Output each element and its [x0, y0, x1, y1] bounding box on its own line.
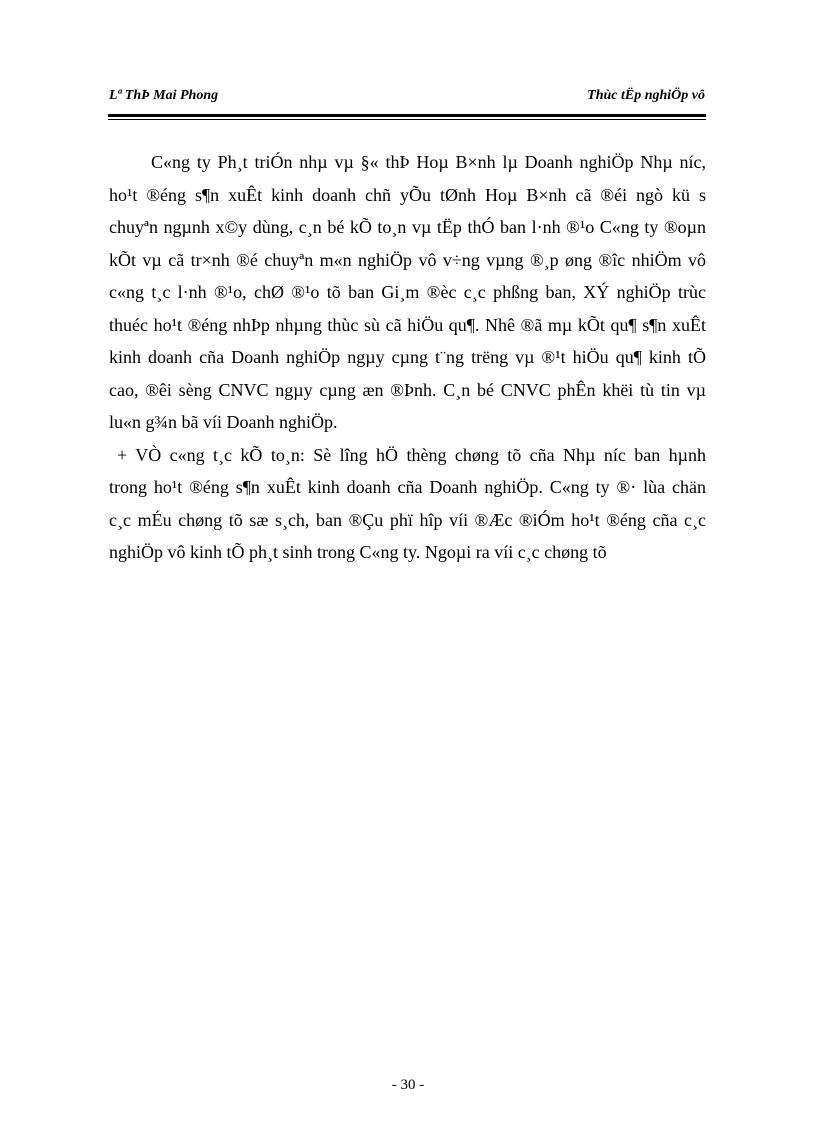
- paragraph-1: [109, 146, 706, 439]
- page-number: - 30 -: [391, 1077, 425, 1093]
- body-text: [109, 146, 706, 569]
- paragraph-line: cao, ®êi sèng CNVC ngµy cµng æn ®Þnh. C¸n bé CNVC phÊn khëi tù tin vµ: [109, 379, 706, 400]
- paragraph-line: nghiÖp vô kinh tÕ ph¸t sinh trong C«ng ty. Ngoµi ra víi c¸c chøng tõ: [109, 542, 607, 562]
- paragraph-line: chuyªn ngµnh x©y dùng, c¸n bé kÕ to¸n vµ tËp thÓ ban l·nh ®¹o C«ng ty ®oµn: [109, 217, 706, 237]
- paragraph-line: C«ng ty Ph¸t triÓn nhµ vµ §« thÞ Hoµ B×nh lµ Doanh nghiÖp Nhµ níc,: [151, 152, 706, 172]
- paragraph-line: trong ho¹t ®éng s¶n xuÊt kinh doanh cña Doanh nghiÖp. C«ng ty ®· lùa chän: [109, 477, 706, 497]
- paragraph-2: [109, 439, 706, 569]
- header-rule-thin: [108, 119, 706, 120]
- paragraph-line: lu«n g¾n bã víi Doanh nghiÖp.: [109, 412, 338, 432]
- paragraph-line: kÕt vµ cã tr×nh ®é chuyªn m«n nghiÖp vô v÷ng vµng ®¸p øng ®îc nhiÖm vô: [109, 249, 706, 270]
- header-author: Lª ThÞ Mai Phong: [109, 88, 219, 103]
- page-header: [109, 88, 705, 110]
- paragraph-line: kinh doanh cña Doanh nghiÖp ngµy cµng t¨ng trëng vµ ®¹t hiÖu qu¶ kinh tÕ: [109, 347, 706, 367]
- paragraph-line: c«ng t¸c l·nh ®¹o, chØ ®¹o tõ ban Gi¸m ®èc c¸c phßng ban, XÝ nghiÖp trùc: [109, 282, 706, 302]
- header-rule-thick: [108, 114, 706, 117]
- paragraph-line: c¸c mÉu chøng tõ sæ s¸ch, ban ®Çu phï hîp víi ®Æc ®iÓm ho¹t ®éng cña c¸c: [109, 509, 706, 530]
- paragraph-line: thuéc ho¹t ®éng nhÞp nhµng thùc sù cã hiÖu qu¶. Nhê ®ã mµ kÕt qu¶ s¶n xuÊt: [109, 314, 706, 335]
- paragraph-line: ho¹t ®éng s¶n xuÊt kinh doanh chñ yÕu tØnh Hoµ B×nh cã ®éi ngò kü s: [109, 184, 706, 205]
- paragraph-line: + VÒ c«ng t¸c kÕ to¸n: Sè lîng hÖ thèng chøng tõ cña Nhµ níc ban hµnh: [117, 444, 706, 465]
- header-title: Thùc tËp nghiÖp vô: [587, 88, 705, 103]
